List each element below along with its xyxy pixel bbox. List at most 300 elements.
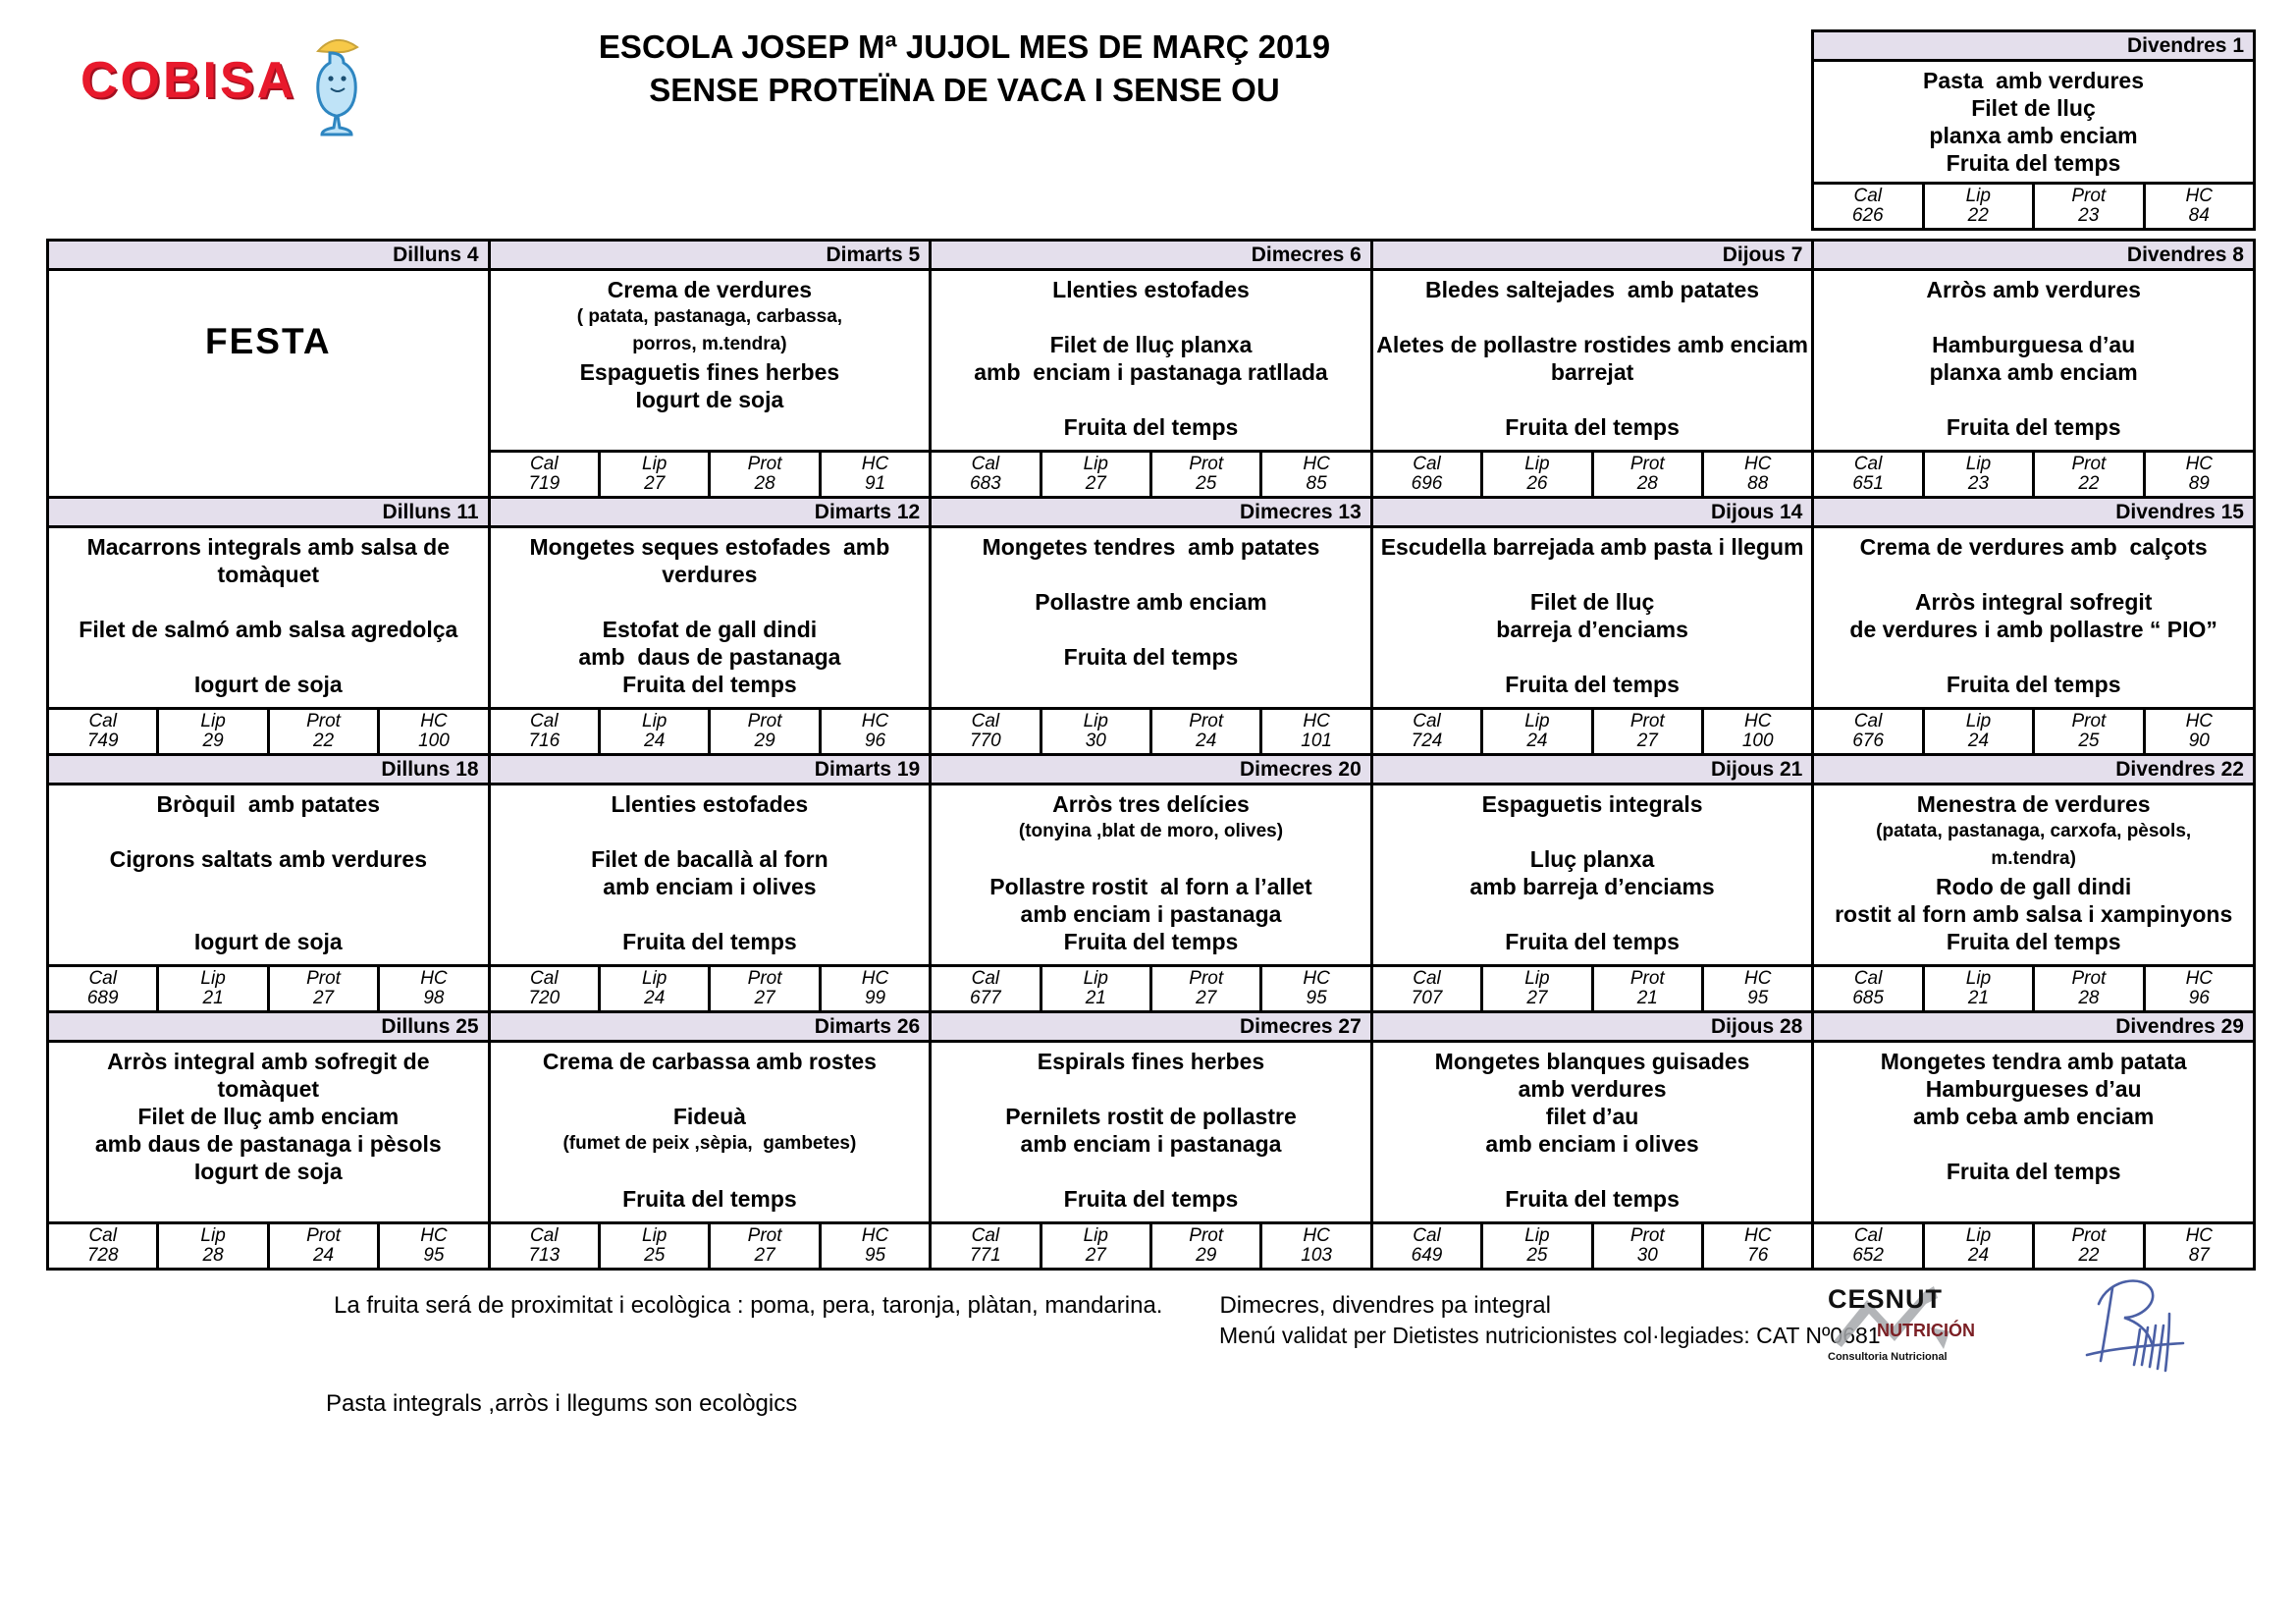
nutrition-label: HC xyxy=(420,968,448,989)
nutrition-cell xyxy=(2035,453,2145,496)
menu-line: Llenties estofades xyxy=(611,791,809,817)
nutrition-cell xyxy=(822,1224,929,1268)
menu-line: rostit al forn amb salsa i xampinyons xyxy=(1835,901,2233,927)
nutrition-cell xyxy=(822,710,929,753)
nutrition-label: HC xyxy=(2185,711,2214,731)
nutrition-cell xyxy=(1042,1224,1152,1268)
nutrition-label: Lip xyxy=(1965,968,1992,989)
menu-line: amb daus de pastanaga xyxy=(578,644,841,670)
day-cell xyxy=(1814,1013,2253,1268)
nutrition-value: 770 xyxy=(970,731,1001,751)
menu-line: amb enciam i pastanaga xyxy=(1020,901,1282,927)
menu-line: Crema de verdures xyxy=(607,277,813,302)
day-menu xyxy=(491,785,930,964)
standalone-day-card xyxy=(1811,29,2256,231)
day-menu xyxy=(1814,62,2253,182)
nutrition-cell xyxy=(491,453,601,496)
nutrition-label: Lip xyxy=(1524,454,1550,474)
day-header: Divendres 1 xyxy=(1814,32,2253,62)
menu-line: Pollastre amb enciam xyxy=(1035,589,1267,615)
nutrition-value: 95 xyxy=(423,1245,445,1266)
menu-line: (tonyina ,blat de moro, olives) xyxy=(1018,821,1284,841)
nutrition-label: Cal xyxy=(1413,1225,1441,1246)
menu-line xyxy=(1814,643,2253,671)
menu-line xyxy=(1373,303,1812,331)
nutrition-cell xyxy=(932,967,1041,1010)
nutrition-label: Cal xyxy=(1853,711,1883,731)
nutrition-value: 27 xyxy=(1526,988,1548,1008)
day-header: Dimecres 6 xyxy=(932,242,1370,271)
nutrition-cell xyxy=(822,453,929,496)
cesnut-subtitle: NUTRICIÓN xyxy=(1877,1321,1975,1340)
nutrition-cell xyxy=(49,1224,159,1268)
nutrition-cell xyxy=(1262,453,1369,496)
day-menu xyxy=(932,528,1370,707)
menu-line: Fruita del temps xyxy=(622,672,797,697)
day-header: Dijous 28 xyxy=(1373,1013,1812,1043)
nutrition-label: HC xyxy=(2185,968,2214,989)
day-header: Dimarts 5 xyxy=(491,242,930,271)
nutrition-label: Lip xyxy=(200,1225,226,1246)
nutrition-label: Lip xyxy=(1965,1225,1992,1246)
menu-line: Pollastre rostit al forn a l’allet xyxy=(989,874,1312,899)
nutrition-cell xyxy=(711,453,821,496)
nutrition-cell xyxy=(2146,1224,2253,1268)
footer-note-fruit xyxy=(334,1292,1551,1320)
nutrition-cell xyxy=(270,710,380,753)
nutrition-label: Cal xyxy=(530,454,559,474)
nutrition-label: Cal xyxy=(971,1225,1000,1246)
menu-line: Fruita del temps xyxy=(1946,414,2121,440)
day-header: Dimecres 20 xyxy=(932,756,1370,785)
nutrition-value: 100 xyxy=(1741,731,1774,751)
day-header: Dijous 21 xyxy=(1373,756,1812,785)
day-menu xyxy=(932,1043,1370,1221)
nutrition-value: 652 xyxy=(1852,1245,1884,1266)
day-cell xyxy=(49,756,491,1010)
menu-line: amb daus de pastanaga i pèsols xyxy=(94,1131,442,1157)
title-line-2: SENSE PROTEÏNA DE VACA I SENSE OU xyxy=(649,72,1280,108)
menu-line xyxy=(1814,561,2253,588)
nutrition-label: HC xyxy=(1743,454,1772,474)
menu-line xyxy=(932,616,1370,643)
menu-line xyxy=(932,561,1370,588)
nutrition-value: 96 xyxy=(2188,988,2210,1008)
nutrition-value: 685 xyxy=(1852,988,1884,1008)
nutrition-cell xyxy=(380,1224,487,1268)
nutrition-value: 749 xyxy=(86,731,119,751)
nutrition-value: 24 xyxy=(1526,731,1548,751)
nutrition-cell xyxy=(1704,453,1811,496)
menu-line: Fruita del temps xyxy=(1946,672,2121,697)
nutrition-value: 689 xyxy=(86,988,119,1008)
nutrition-label: Prot xyxy=(2071,186,2107,206)
nutrition-label: HC xyxy=(861,968,889,989)
nutrition-cell xyxy=(270,967,380,1010)
menu-line: verdures xyxy=(662,562,758,587)
nutrition-value: 28 xyxy=(2078,988,2100,1008)
nutrition-label: Lip xyxy=(1965,454,1992,474)
nutrition-value: 27 xyxy=(1636,731,1658,751)
menu-line: Fruita del temps xyxy=(1505,672,1680,697)
nutrition-label: Lip xyxy=(1083,1225,1108,1246)
nutrition-cell xyxy=(491,1224,601,1268)
day-header: Dimarts 26 xyxy=(491,1013,930,1043)
menu-line: Llenties estofades xyxy=(1052,277,1250,302)
nutrition-label: Lip xyxy=(1965,186,1991,206)
nutrition-label: Lip xyxy=(642,968,667,989)
nutrition-label: Prot xyxy=(747,968,782,989)
nutrition-value: 26 xyxy=(1526,473,1548,494)
nutrition-label: Cal xyxy=(88,1225,117,1246)
nutrition-cell xyxy=(711,967,821,1010)
nutrition-value: 28 xyxy=(1636,473,1658,494)
menu-line: Hamburgueses d’au xyxy=(1925,1076,2142,1102)
menu-line: Filet de lluç xyxy=(1529,589,1655,615)
nutrition-value: 101 xyxy=(1301,731,1332,751)
nutrition-cell xyxy=(601,967,711,1010)
day-menu xyxy=(49,271,488,496)
nutrition-label: Lip xyxy=(642,711,667,731)
menu-line: filet d’au xyxy=(1545,1104,1639,1129)
menu-line: Rodo de gall dindi xyxy=(1936,874,2132,899)
week-row xyxy=(49,242,2253,499)
nutrition-cell xyxy=(1704,967,1811,1010)
nutrition-row xyxy=(1373,964,1812,1010)
menu-line xyxy=(49,873,488,900)
nutrition-value: 22 xyxy=(312,731,335,751)
menu-line: m.tendra) xyxy=(1991,848,2076,869)
week-row xyxy=(49,1013,2253,1268)
day-cell xyxy=(1373,242,1815,496)
nutrition-cell xyxy=(601,1224,711,1268)
nutrition-label: Cal xyxy=(88,711,117,731)
title-line-1: ESCOLA JOSEP Mª JUJOL MES DE MARÇ 2019 xyxy=(598,28,1331,65)
nutrition-label: Prot xyxy=(1629,968,1665,989)
menu-calendar-grid xyxy=(46,239,2256,1271)
nutrition-label: Prot xyxy=(2071,1225,2107,1246)
nutrition-cell xyxy=(1373,710,1483,753)
nutrition-row xyxy=(491,1221,930,1268)
footer-note-organic: Pasta integrals ,arròs i llegums son ecològics xyxy=(326,1390,798,1417)
nutrition-label: Lip xyxy=(1965,711,1992,731)
nutrition-value: 716 xyxy=(528,731,561,751)
day-menu xyxy=(49,1043,488,1221)
day-cell xyxy=(932,1013,1373,1268)
week-row xyxy=(49,499,2253,756)
menu-line: Crema de carbassa amb rostes xyxy=(542,1049,877,1074)
menu-line: Fruita del temps xyxy=(1063,644,1239,670)
day-header: Dilluns 18 xyxy=(49,756,488,785)
nutrition-cell xyxy=(1814,967,1924,1010)
menu-line xyxy=(1814,386,2253,413)
menu-line: Espaguetis fines herbes xyxy=(579,359,840,385)
menu-line: Mongetes seques estofades amb xyxy=(529,534,890,560)
nutrition-cell xyxy=(380,710,487,753)
day-header: Dilluns 11 xyxy=(49,499,488,528)
nutrition-value: 24 xyxy=(1196,731,1217,751)
nutrition-value: 29 xyxy=(202,731,224,751)
nutrition-cell xyxy=(2146,967,2253,1010)
nutrition-row xyxy=(1373,450,1812,496)
menu-line xyxy=(1814,1130,2253,1158)
nutrition-cell xyxy=(1152,453,1262,496)
day-cell xyxy=(491,499,933,753)
nutrition-value: 28 xyxy=(754,473,775,494)
menu-line: tomàquet xyxy=(217,1076,320,1102)
nutrition-cell xyxy=(2146,453,2253,496)
nutrition-value: 24 xyxy=(1967,731,1990,751)
menu-line xyxy=(491,818,930,845)
day-menu xyxy=(491,1043,930,1221)
nutrition-cell xyxy=(1483,967,1593,1010)
menu-line: Fideuà xyxy=(672,1104,746,1129)
menu-line: Filet de lluç xyxy=(1971,95,2096,121)
day-menu xyxy=(1814,528,2253,707)
nutrition-cell xyxy=(1925,185,2036,228)
menu-line: Fruita del temps xyxy=(1946,929,2121,954)
nutrition-cell xyxy=(1925,710,2035,753)
menu-line: planxa amb enciam xyxy=(1929,359,2138,385)
menu-line: amb enciam i olives xyxy=(603,874,817,899)
nutrition-value: 27 xyxy=(1085,473,1106,494)
menu-line xyxy=(1373,386,1812,413)
day-menu xyxy=(1373,271,1812,450)
nutrition-cell xyxy=(1152,710,1262,753)
nutrition-value: 27 xyxy=(1085,1245,1106,1266)
menu-line: Pernilets rostit de pollastre xyxy=(1005,1104,1297,1129)
menu-line: Filet de bacallà al forn xyxy=(591,846,828,872)
menu-line: (patata, pastanaga, carxofa, pèsols, xyxy=(1876,821,2192,841)
nutrition-cell xyxy=(1042,710,1152,753)
nutrition-label: Cal xyxy=(1413,454,1441,474)
nutrition-value: 85 xyxy=(1306,473,1327,494)
nutrition-label: HC xyxy=(861,711,889,731)
menu-line: amb verdures xyxy=(1518,1076,1667,1102)
day-header: Divendres 15 xyxy=(1814,499,2253,528)
nutrition-cell xyxy=(932,710,1041,753)
nutrition-value: 22 xyxy=(2078,1245,2100,1266)
nutrition-cell xyxy=(270,1224,380,1268)
nutrition-value: 98 xyxy=(423,988,445,1008)
menu-line xyxy=(491,588,930,616)
nutrition-value: 29 xyxy=(754,731,775,751)
menu-line: tomàquet xyxy=(217,562,320,587)
nutrition-cell xyxy=(1262,967,1369,1010)
nutrition-value: 30 xyxy=(1636,1245,1658,1266)
nutrition-value: 771 xyxy=(970,1245,1001,1266)
nutrition-label: Lip xyxy=(1083,454,1108,474)
nutrition-label: Lip xyxy=(642,454,667,474)
menu-line xyxy=(1373,818,1812,845)
menu-line: Mongetes tendra amb patata xyxy=(1880,1049,2187,1074)
nutrition-label: HC xyxy=(1303,1225,1330,1246)
signature-mark xyxy=(2079,1274,2197,1387)
menu-line: Iogurt de soja xyxy=(193,929,343,954)
nutrition-cell xyxy=(711,710,821,753)
nutrition-row xyxy=(49,964,488,1010)
menu-line xyxy=(1373,561,1812,588)
nutrition-row xyxy=(491,964,930,1010)
menu-line: Pasta amb verdures xyxy=(1922,68,2144,93)
day-header: Dijous 7 xyxy=(1373,242,1812,271)
nutrition-value: 23 xyxy=(2078,205,2100,226)
nutrition-value: 22 xyxy=(2078,473,2100,494)
nutrition-label: Cal xyxy=(88,968,117,989)
nutrition-value: 95 xyxy=(1306,988,1327,1008)
nutrition-value: 91 xyxy=(864,473,886,494)
nutrition-label: Prot xyxy=(1629,711,1665,731)
menu-line: barrejat xyxy=(1550,359,1634,385)
nutrition-row xyxy=(491,707,930,753)
cesnut-tagline: Consultoria Nutricional xyxy=(1828,1351,1948,1363)
menu-line: ( patata, pastanaga, carbassa, xyxy=(576,306,843,327)
day-cell xyxy=(491,242,933,496)
nutrition-row xyxy=(1373,707,1812,753)
nutrition-cell xyxy=(491,967,601,1010)
nutrition-cell xyxy=(1262,1224,1369,1268)
day-cell xyxy=(491,1013,933,1268)
menu-line: Estofat de gall dindi xyxy=(602,617,818,642)
nutrition-value: 95 xyxy=(864,1245,886,1266)
nutrition-cell xyxy=(1042,967,1152,1010)
nutrition-label: Prot xyxy=(306,711,341,731)
menu-line: planxa amb enciam xyxy=(1929,123,2138,148)
nutrition-value: 719 xyxy=(528,473,561,494)
nutrition-cell xyxy=(1814,1224,1924,1268)
menu-line: amb enciam i pastanaga xyxy=(1020,1131,1282,1157)
day-cell xyxy=(1373,1013,1815,1268)
nutrition-cell xyxy=(1704,710,1811,753)
nutrition-label: Cal xyxy=(1853,1225,1883,1246)
nutrition-value: 90 xyxy=(2188,731,2210,751)
menu-line xyxy=(49,900,488,928)
menu-line: Iogurt de soja xyxy=(635,387,784,412)
nutrition-cell xyxy=(1042,453,1152,496)
nutrition-value: 24 xyxy=(1967,1245,1990,1266)
nutrition-cell xyxy=(2035,1224,2145,1268)
nutrition-label: Prot xyxy=(306,1225,341,1246)
nutrition-row xyxy=(1814,707,2253,753)
menu-line: Cigrons saltats amb verdures xyxy=(109,846,427,872)
menu-line: FESTA xyxy=(205,321,332,361)
nutrition-row xyxy=(1814,1221,2253,1268)
menu-line: Iogurt de soja xyxy=(193,1159,343,1184)
nutrition-label: Cal xyxy=(530,968,559,989)
nutrition-label: Prot xyxy=(1629,454,1665,474)
nutrition-value: 76 xyxy=(1747,1245,1769,1266)
nutrition-cell xyxy=(1814,453,1924,496)
nutrition-label: Cal xyxy=(971,711,1000,731)
nutrition-value: 99 xyxy=(864,988,886,1008)
menu-line xyxy=(1373,643,1812,671)
nutrition-row xyxy=(932,964,1370,1010)
menu-line: Filet de lluç amb enciam xyxy=(137,1104,400,1129)
menu-line: Escudella barrejada amb pasta i llegum xyxy=(1380,534,1804,560)
nutrition-cell xyxy=(1483,453,1593,496)
nutrition-cell xyxy=(1925,453,2035,496)
menu-line: Arròs integral sofregit xyxy=(1914,589,2153,615)
nutrition-value: 24 xyxy=(644,988,666,1008)
menu-line: Arròs tres delícies xyxy=(1052,791,1250,817)
menu-line: porros, m.tendra) xyxy=(632,334,787,354)
nutrition-row xyxy=(932,1221,1370,1268)
nutrition-value: 626 xyxy=(1851,205,1884,226)
nutrition-label: HC xyxy=(420,711,448,731)
menu-line xyxy=(1373,1158,1812,1185)
nutrition-label: Prot xyxy=(2071,454,2107,474)
nutrition-value: 651 xyxy=(1852,473,1884,494)
day-cell xyxy=(932,242,1373,496)
nutrition-value: 84 xyxy=(2188,205,2210,226)
menu-line: amb barreja d’enciams xyxy=(1469,874,1715,899)
day-menu xyxy=(1373,785,1812,964)
day-header: Dimecres 27 xyxy=(932,1013,1370,1043)
nutrition-cell xyxy=(1594,453,1704,496)
menu-line: Fruita del temps xyxy=(1505,929,1680,954)
nutrition-label: Cal xyxy=(530,1225,559,1246)
day-header: Dimecres 13 xyxy=(932,499,1370,528)
nutrition-label: Prot xyxy=(747,1225,782,1246)
nutrition-cell xyxy=(711,1224,821,1268)
nutrition-label: HC xyxy=(2185,1225,2214,1246)
menu-line xyxy=(932,1158,1370,1185)
day-cell xyxy=(1814,242,2253,496)
nutrition-cell xyxy=(1483,1224,1593,1268)
nutrition-cell xyxy=(159,1224,269,1268)
nutrition-label: HC xyxy=(1303,454,1330,474)
nutrition-label: Prot xyxy=(1189,711,1224,731)
menu-line: Fruita del temps xyxy=(1946,1159,2121,1184)
nutrition-label: Prot xyxy=(1189,968,1224,989)
nutrition-label: Prot xyxy=(1189,454,1224,474)
menu-line: Aletes de pollastre rostides amb enciam xyxy=(1376,332,1808,357)
nutrition-value: 27 xyxy=(754,1245,775,1266)
menu-line: Fruita del temps xyxy=(1505,414,1680,440)
nutrition-cell xyxy=(1152,1224,1262,1268)
day-menu xyxy=(49,785,488,964)
nutrition-cell xyxy=(1814,710,1924,753)
day-menu xyxy=(932,271,1370,450)
day-header: Dilluns 25 xyxy=(49,1013,488,1043)
nutrition-value: 27 xyxy=(1196,988,1217,1008)
menu-line: Espaguetis integrals xyxy=(1481,791,1703,817)
nutrition-value: 21 xyxy=(202,988,224,1008)
nutrition-value: 728 xyxy=(86,1245,119,1266)
nutrition-value: 28 xyxy=(202,1245,224,1266)
nutrition-cell xyxy=(2035,710,2145,753)
nutrition-value: 720 xyxy=(528,988,561,1008)
nutrition-cell xyxy=(2035,185,2146,228)
nutrition-cell xyxy=(1925,1224,2035,1268)
menu-line xyxy=(1373,900,1812,928)
nutrition-label: Cal xyxy=(530,711,559,731)
nutrition-row xyxy=(1814,182,2253,228)
nutrition-label: Prot xyxy=(1189,1225,1224,1246)
menu-line: barreja d’enciams xyxy=(1496,617,1688,642)
nutrition-label: HC xyxy=(2185,454,2214,474)
nutrition-value: 21 xyxy=(1636,988,1658,1008)
nutrition-label: Cal xyxy=(971,968,1000,989)
menu-line: Hamburguesa d’au xyxy=(1932,332,2136,357)
nutrition-cell xyxy=(601,453,711,496)
nutrition-label: Prot xyxy=(306,968,341,989)
nutrition-cell xyxy=(49,710,159,753)
menu-line: amb enciam i pastanaga ratllada xyxy=(974,359,1328,385)
nutrition-value: 676 xyxy=(1852,731,1884,751)
nutrition-value: 100 xyxy=(418,731,450,751)
nutrition-label: Lip xyxy=(1524,1225,1550,1246)
